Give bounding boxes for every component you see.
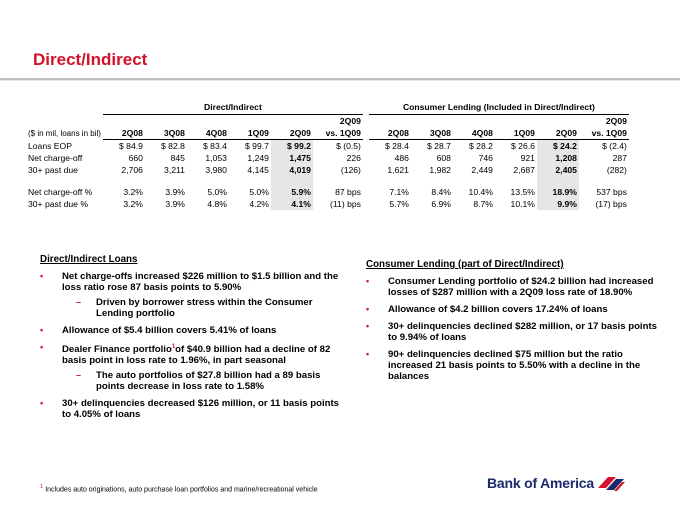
period-header: 4Q08 [187,127,229,140]
row-label: 30+ past due [28,165,78,175]
row-label: Net charge-off % [28,187,93,197]
table-change-header-row [24,115,629,128]
cell: 537 bps [596,187,627,197]
period-header: 3Q08 [411,127,453,140]
dash-icon: – [76,297,82,307]
direct-indirect-section [40,254,340,426]
cell: $ 28.4 [385,141,409,151]
list-item: • Net charge-offs increased $226 million to $1.5 billion and the loss ratio rose 87 basis points to 5.90% [40,271,339,293]
row-label: Net charge-off [28,153,83,163]
table-spacer [24,176,629,186]
cell: 3.9% [165,187,185,197]
period-header: 4Q08 [453,127,495,140]
cell: 4.1% [271,198,313,210]
bullet-icon: • [40,271,44,281]
brand-logo [487,474,626,492]
bullet-icon: • [366,349,370,359]
section-heading: Direct/Indirect Loans [40,254,138,265]
table-row [24,140,629,153]
cell: 4.8% [207,199,227,209]
cell: 8.4% [431,187,451,197]
cell: $ 84.9 [119,141,143,151]
cell: 13.5% [510,187,535,197]
cell: $ 24.2 [537,140,579,153]
change-col-header-bottom: vs. 1Q09 [579,127,629,140]
cell: $ 99.7 [245,141,269,151]
period-header: 1Q09 [495,127,537,140]
list-item: • 30+ delinquencies decreased $126 million, or 11 basis points to 4.05% of loans [40,398,340,421]
cell: 6.9% [431,199,451,209]
cell: 7.1% [389,187,409,197]
table-row [24,152,629,164]
change-col-header-top: 2Q09 [339,116,361,126]
cell: 5.0% [207,187,227,197]
table-row [24,186,629,198]
cell: $ (0.5) [336,141,361,151]
cell: 608 [436,153,451,163]
cell: 845 [170,153,185,163]
group-header-direct-indirect: Direct/Indirect [103,100,363,115]
bullet-icon: • [366,304,370,314]
flag-logo-icon [594,474,626,492]
row-label: Loans EOP [28,140,72,151]
list-item: • Allowance of $4.2 billion covers 17.24% of loans [366,304,608,315]
period-header: 1Q09 [229,127,271,140]
cell: 1,208 [537,152,579,164]
cell: 3,980 [205,165,227,175]
table-row [24,198,629,210]
footnote [40,484,318,493]
footnote-text: Includes auto originations, auto purchase loan portfolios and marine/recreational vehicle [45,486,318,494]
cell: 2,449 [471,165,493,175]
cell: $ 26.6 [511,141,535,151]
table-group-header-row [24,100,629,115]
cell: $ 28.2 [469,141,493,151]
units-label: ($ in mil, loans in bil) [28,128,101,138]
list-item: • Dealer Finance portfolio$^1$of $40.9 billion had a decline of 82 basis point in loss rate to 1.96%, in part seasonal [40,342,331,367]
cell: 4,019 [271,164,313,176]
cell: 2,706 [121,165,143,175]
list-item: • Consumer Lending portfolio of $24.2 billion had increased losses of $287 million with a 2Q09 loss rate of 18.90% [366,276,654,298]
period-header: 3Q08 [145,127,187,140]
cell: 4.2% [249,199,269,209]
cell: 660 [128,153,143,163]
cell: 10.1% [510,199,535,209]
cell: 921 [520,153,535,163]
cell: 18.9% [537,186,579,198]
cell: 3,211 [164,165,185,175]
change-col-header-top: 2Q09 [605,116,627,126]
bullet-icon: • [40,342,44,352]
cell: 1,249 [247,153,269,163]
cell: 5.9% [271,186,313,198]
period-header: 2Q08 [369,127,411,140]
cell: 5.0% [249,187,269,197]
cell: 10.4% [468,187,493,197]
bullet-icon: • [40,398,44,409]
cell: $ 28.7 [427,141,451,151]
cell: 3.2% [123,187,143,197]
cell: 87 bps [335,187,361,197]
cell: 3.2% [123,199,143,209]
cell: 9.9% [537,198,579,210]
cell: 226 [346,153,361,163]
cell: (17) bps [595,199,627,209]
cell: 5.7% [389,199,409,209]
cell: 3.9% [165,199,185,209]
cell: (282) [606,165,627,175]
cell: 287 [612,153,627,163]
cell: 2,687 [513,165,535,175]
cell: 1,053 [205,153,227,163]
cell: 1,621 [387,165,409,175]
table-row [24,164,629,176]
period-header: 2Q08 [103,127,145,140]
list-item: • 90+ delinquencies declined $75 million but the ratio increased 21 basis points to 5.50% with a decline in the balances [366,349,641,382]
footnote-mark: 1 [40,484,44,490]
row-label: 30+ past due % [28,199,88,209]
cell: 1,982 [429,165,451,175]
brand-name: Bank of America [487,475,594,491]
cell: $ 99.2 [271,140,313,153]
period-header: 2Q09 [537,127,579,140]
cell: 746 [478,153,493,163]
bullet-icon: • [40,325,44,335]
change-col-header-bottom: vs. 1Q09 [313,127,363,140]
period-header: 2Q09 [271,127,313,140]
title-divider-shadow [0,80,680,81]
cell: $ (2.4) [602,141,627,151]
cell: 1,475 [271,152,313,164]
cell: $ 83.4 [203,141,227,151]
bullet-icon: • [366,321,370,331]
cell: $ 82.8 [161,141,185,151]
page-title: Direct/Indirect [33,50,148,69]
list-item: • 30+ delinquencies declined $282 million, or 17 basis points to 9.94% of loans [366,321,657,343]
bullet-icon: • [366,276,370,286]
cell: (11) bps [330,199,361,209]
table-period-header-row [24,127,629,140]
consumer-lending-section [366,259,666,388]
list-sub-item: – Driven by borrower stress within the Consumer Lending portfolio [76,297,313,319]
footnote-mark: 1 [171,344,176,350]
cell: 4,145 [247,165,269,175]
cell: (126) [340,165,361,175]
dash-icon: – [76,370,82,381]
cell: 2,405 [537,164,579,176]
financial-table [24,100,629,210]
list-item: • Allowance of $5.4 billion covers 5.41% of loans [40,325,277,336]
group-header-consumer-lending: Consumer Lending (Included in Direct/Indirect) [369,100,629,115]
cell: 8.7% [473,199,493,209]
cell: 486 [394,153,409,163]
list-sub-item: – The auto portfolios of $27.8 billion had a 89 basis points decrease in loss rate to 1.58% [76,370,321,393]
section-heading: Consumer Lending (part of Direct/Indirect) [366,259,564,270]
